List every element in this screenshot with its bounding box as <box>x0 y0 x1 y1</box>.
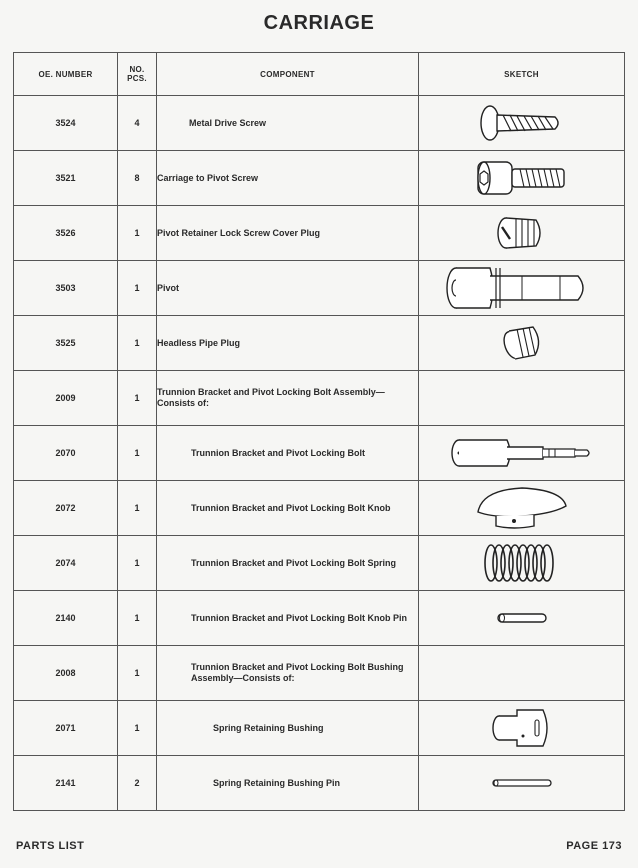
part-number: 3503 <box>14 261 118 316</box>
part-component: Pivot <box>157 261 419 316</box>
locking-bolt-icon <box>447 431 597 475</box>
table-row <box>14 481 625 536</box>
table-row <box>14 371 625 426</box>
table-header-row <box>14 53 625 96</box>
table-row <box>14 536 625 591</box>
footer-parts-list: PARTS LIST <box>16 840 85 852</box>
part-component <box>157 371 419 426</box>
table-row <box>14 206 625 261</box>
part-pcs: 1 <box>118 701 157 756</box>
table-row <box>14 316 625 371</box>
cover-plug-icon <box>492 211 552 255</box>
part-component: Carriage to Pivot Screw <box>157 151 419 206</box>
spring-icon <box>477 539 567 587</box>
part-pcs: 2 <box>118 756 157 811</box>
part-number: 2140 <box>14 591 118 646</box>
part-component: Trunnion Bracket and Pivot Locking Bolt Knob <box>157 481 419 536</box>
header-number: OE. NUMBER <box>14 53 118 96</box>
part-component <box>157 646 419 701</box>
part-number: 2008 <box>14 646 118 701</box>
part-number: 2009 <box>14 371 118 426</box>
table-row <box>14 591 625 646</box>
part-pcs: 1 <box>118 371 157 426</box>
parts-table <box>13 52 625 811</box>
part-component: Spring Retaining Bushing Pin <box>157 756 419 811</box>
table-row <box>14 756 625 811</box>
pivot-icon <box>442 263 602 313</box>
drive-screw-icon <box>477 101 567 145</box>
part-component: Trunnion Bracket and Pivot Locking Bolt Spring <box>157 536 419 591</box>
part-pcs: 1 <box>118 591 157 646</box>
part-number: 2070 <box>14 426 118 481</box>
part-component-line1: Trunnion Bracket and Pivot Locking Bolt Bushing <box>191 662 404 672</box>
part-pcs: 1 <box>118 261 157 316</box>
part-number: 2072 <box>14 481 118 536</box>
table-row <box>14 646 625 701</box>
table-row <box>14 151 625 206</box>
part-pcs: 1 <box>118 646 157 701</box>
part-component-line2: Consists of: <box>157 398 210 408</box>
part-number: 3521 <box>14 151 118 206</box>
part-number: 3524 <box>14 96 118 151</box>
header-pcs-line2: PCS. <box>127 74 147 83</box>
header-sketch: SKETCH <box>419 53 625 96</box>
page-title: CARRIAGE <box>263 12 375 34</box>
part-number: 3525 <box>14 316 118 371</box>
part-component-line2: Assembly—Consists of: <box>191 673 295 683</box>
socket-screw-icon <box>472 156 572 200</box>
part-component: Metal Drive Screw <box>157 96 419 151</box>
part-component: Trunnion Bracket and Pivot Locking Bolt Knob Pin <box>157 591 419 646</box>
part-pcs: 1 <box>118 206 157 261</box>
part-number: 3526 <box>14 206 118 261</box>
part-number: 2074 <box>14 536 118 591</box>
table-row <box>14 96 625 151</box>
part-number: 2071 <box>14 701 118 756</box>
footer-page-number: PAGE 173 <box>566 840 622 852</box>
part-pcs: 8 <box>118 151 157 206</box>
part-component: Spring Retaining Bushing <box>157 701 419 756</box>
part-component: Headless Pipe Plug <box>157 316 419 371</box>
part-number: 2141 <box>14 756 118 811</box>
knob-icon <box>472 484 572 532</box>
bushing-pin-icon <box>487 775 557 791</box>
pipe-plug-icon <box>497 321 547 365</box>
empty-sketch <box>419 371 625 426</box>
table-row <box>14 701 625 756</box>
pin-icon <box>492 608 552 628</box>
part-pcs: 4 <box>118 96 157 151</box>
bushing-icon <box>487 706 557 750</box>
part-component-line1: Trunnion Bracket and Pivot Locking Bolt Assembly— <box>157 387 385 397</box>
part-pcs: 1 <box>118 481 157 536</box>
part-component: Pivot Retainer Lock Screw Cover Plug <box>157 206 419 261</box>
part-pcs: 1 <box>118 316 157 371</box>
header-component: COMPONENT <box>157 53 419 96</box>
part-pcs: 1 <box>118 536 157 591</box>
table-row <box>14 261 625 316</box>
table-row <box>14 426 625 481</box>
header-pcs <box>118 53 157 96</box>
part-component: Trunnion Bracket and Pivot Locking Bolt <box>157 426 419 481</box>
empty-sketch <box>419 646 625 701</box>
part-pcs: 1 <box>118 426 157 481</box>
header-pcs-line1: NO. <box>129 65 145 74</box>
